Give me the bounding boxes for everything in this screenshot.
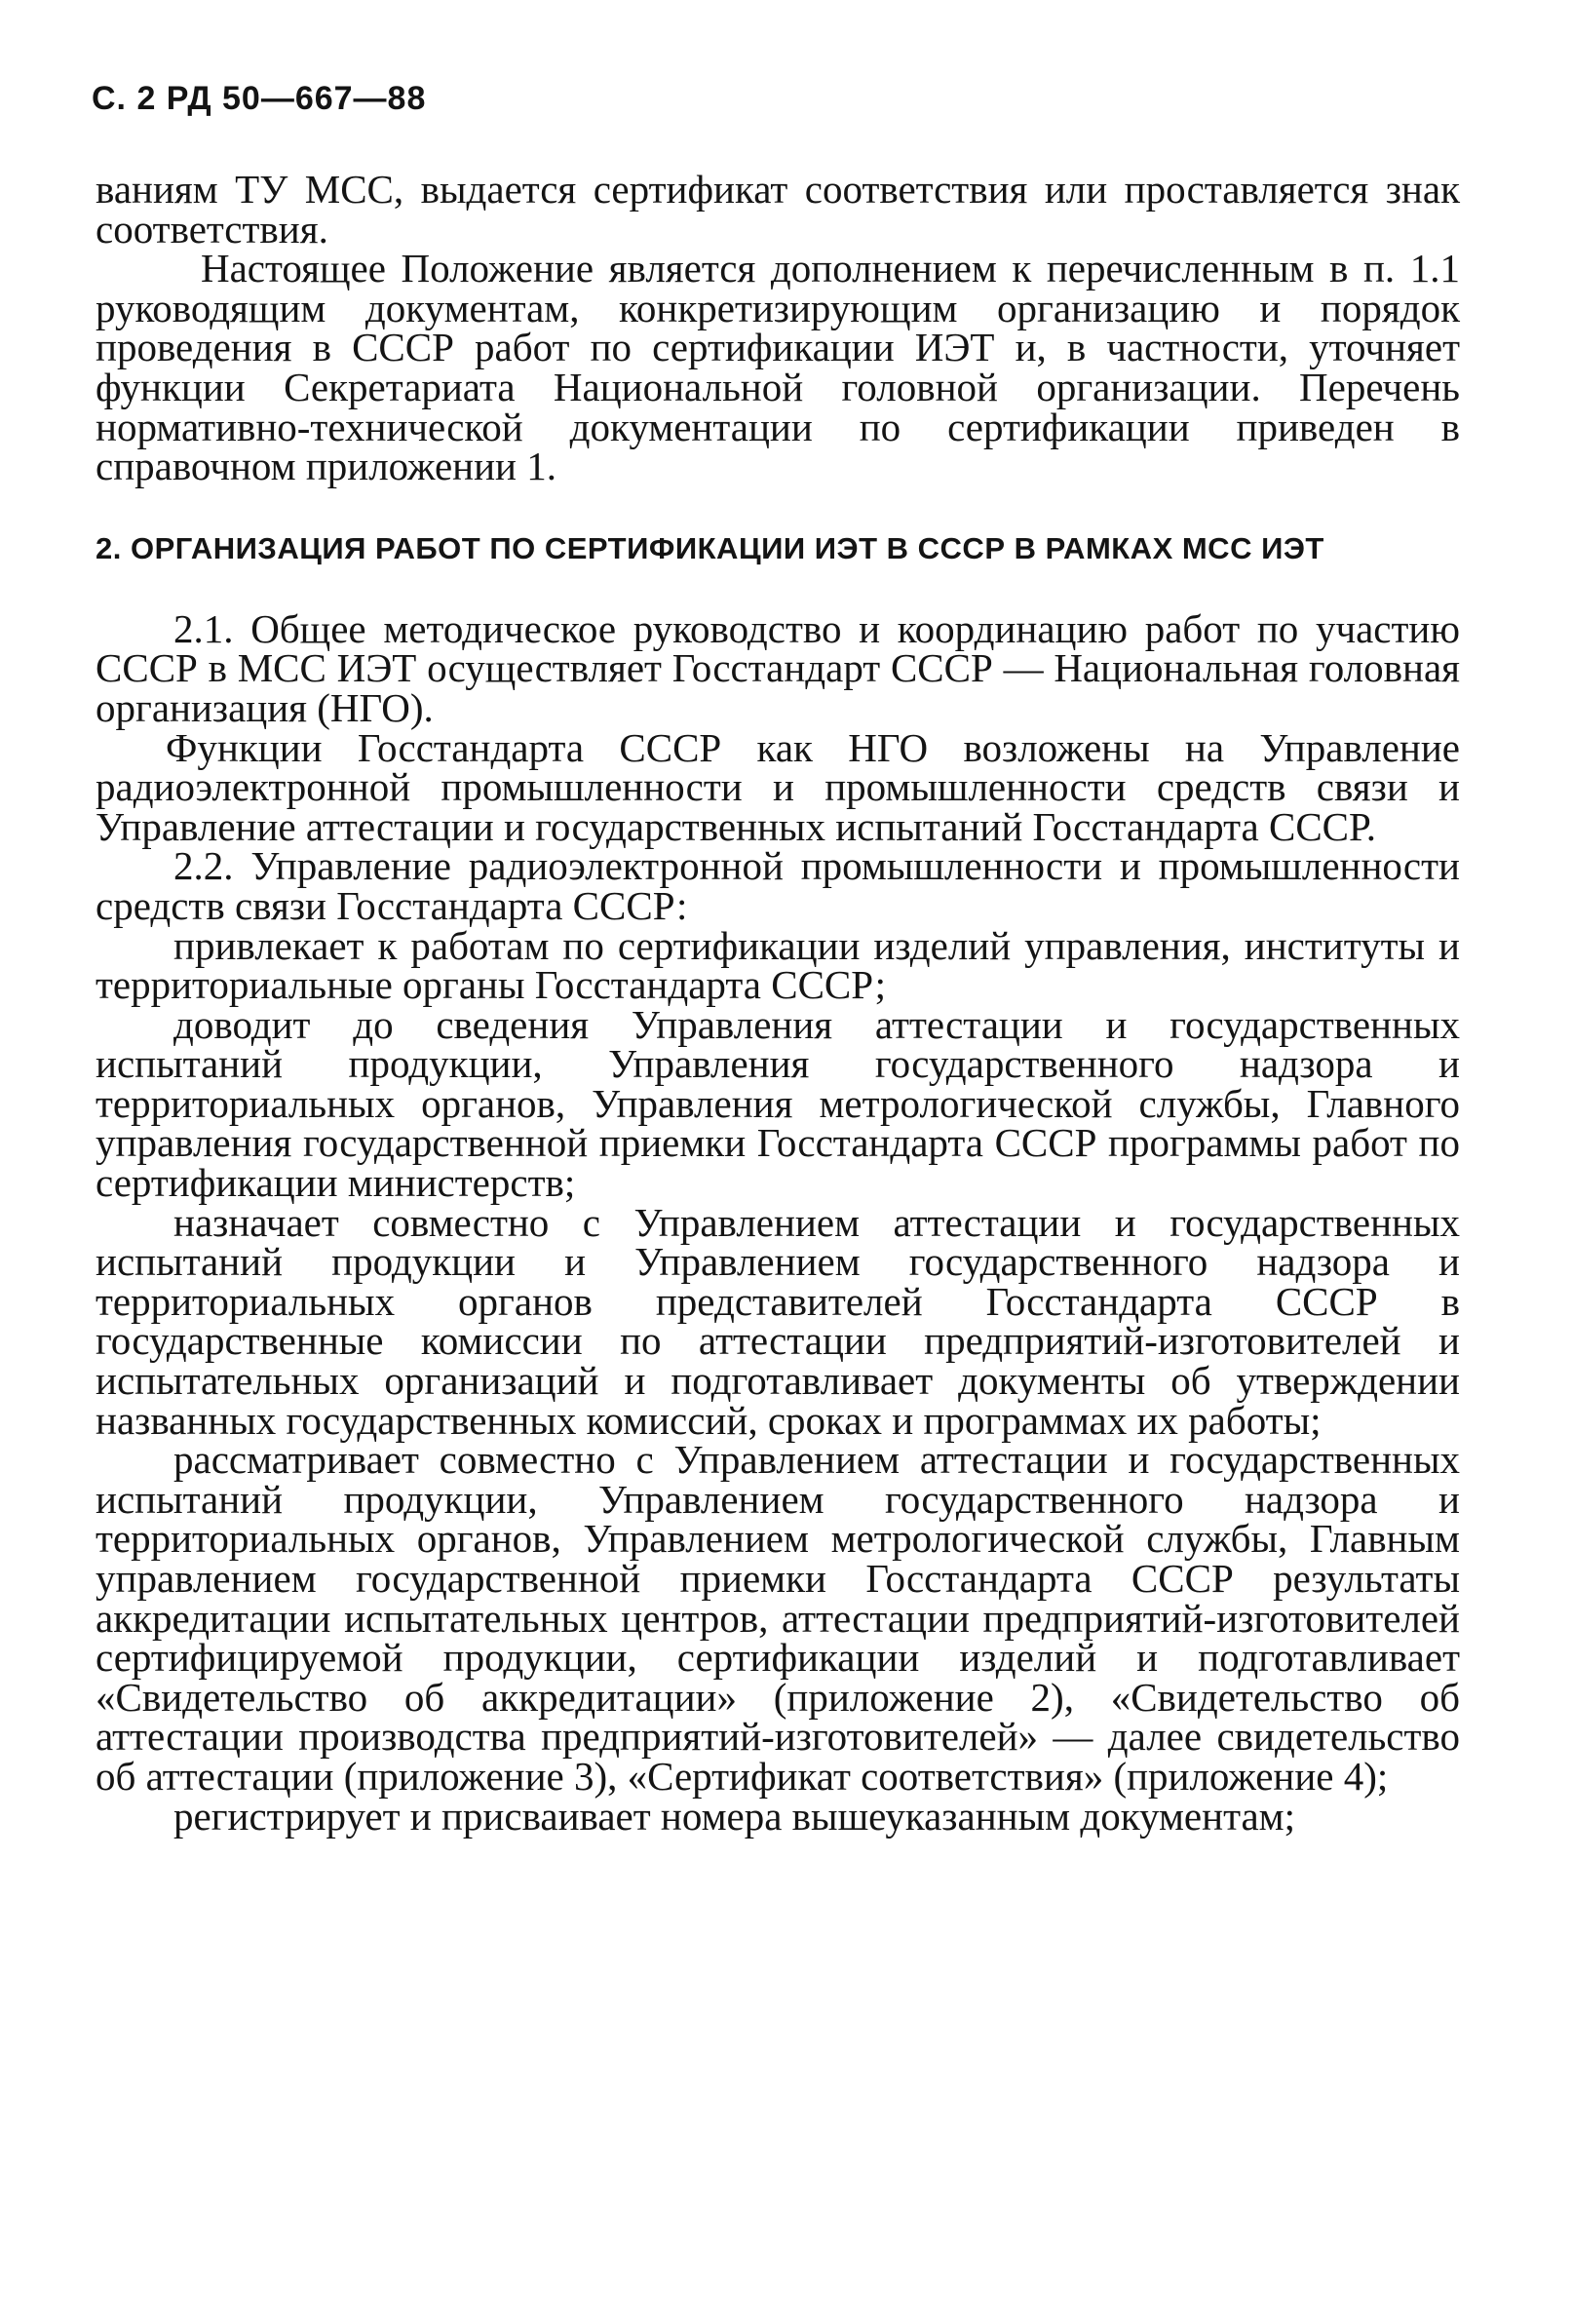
paragraph-2-2: 2.2. Управление радиоэлектронной промышленности и промышленности средств связи Госстандарта СССР: xyxy=(96,843,1460,928)
paragraph-2-1: 2.1. Общее методическое руководство и координацию работ по участию СССР в МСС ИЭТ осуществляет Госстандарт СССР — Национальная головная организация (НГО). xyxy=(96,605,1460,730)
paragraph-continuation: ваниям ТУ МСС, выдается сертификат соответствия или проставляется знак соответствия. xyxy=(96,167,1460,252)
body-text xyxy=(96,167,1460,1839)
list-item-informs: доводит до сведения Управления аттестации и государственных испытаний продукции, Управления государственного надзора и территориальных органов, Управления метрологической службы, Главного управления государственной приемки Госстандарта СССР программы работ по сертификации министерств; xyxy=(96,1001,1460,1206)
paragraph-intro: Настоящее Положение является дополнением к перечисленным в п. 1.1 руководящим документам, конкретизирующим организацию и порядок проведения в СССР работ по сертификации ИЭТ и, в частности, уточняет функции Секретариата Национальной головной организации. Перечень нормативно-технической документации по сертификации приведен в справочном приложении 1. xyxy=(96,246,1460,489)
running-head: С. 2 РД 50—667—88 xyxy=(92,80,427,117)
list-item-reviews: рассматривает совместно с Управлением аттестации и государственных испытаний продукции, Управлением государственного надзора и территориальных органов, Управлением метрологической службы, Главным управлением государственной приемки Госстандарта СССР результаты аккредитации испытательных центров, аттестации предприятий-изготовителей сертифицируемой продукции, сертификации изделий и подготавливает «Свидетельство об аккредитации» (приложение 2), «Свидетельство об аттестации производства предприятий-изготовителей» — далее свидетельство об аттестации (приложение 3), «Сертификат соответствия» (приложение 4); xyxy=(96,1437,1460,1799)
list-item-appoints: назначает совместно с Управлением аттестации и государственных испытаний продукции и Управлением государственного надзора и территориальных органов представителей Госстандарта СССР в государственные комиссии по аттестации предприятий-изготовителей и испытательных организаций и подготавливает документы об утверждении названных государственных комиссий, сроках и программах их работы; xyxy=(96,1199,1460,1443)
list-item-registers: регистрирует и присваивает номера вышеуказанным документам; xyxy=(173,1793,1296,1839)
list-item-attracts: привлекает к работам по сертификации изделий управления, институты и территориальные органы Госстандарта СССР; xyxy=(96,922,1460,1008)
paragraph-functions: Функции Госстандарта СССР как НГО возложены на Управление радиоэлектронной промышленности и промышленности средств связи и Управление аттестации и государственных испытаний Госстандарта СССР. xyxy=(96,724,1460,849)
section-2-heading: 2. ОРГАНИЗАЦИЯ РАБОТ ПО СЕРТИФИКАЦИИ ИЭТ В СССР В РАМКАХ МСС ИЭТ xyxy=(96,530,1324,565)
